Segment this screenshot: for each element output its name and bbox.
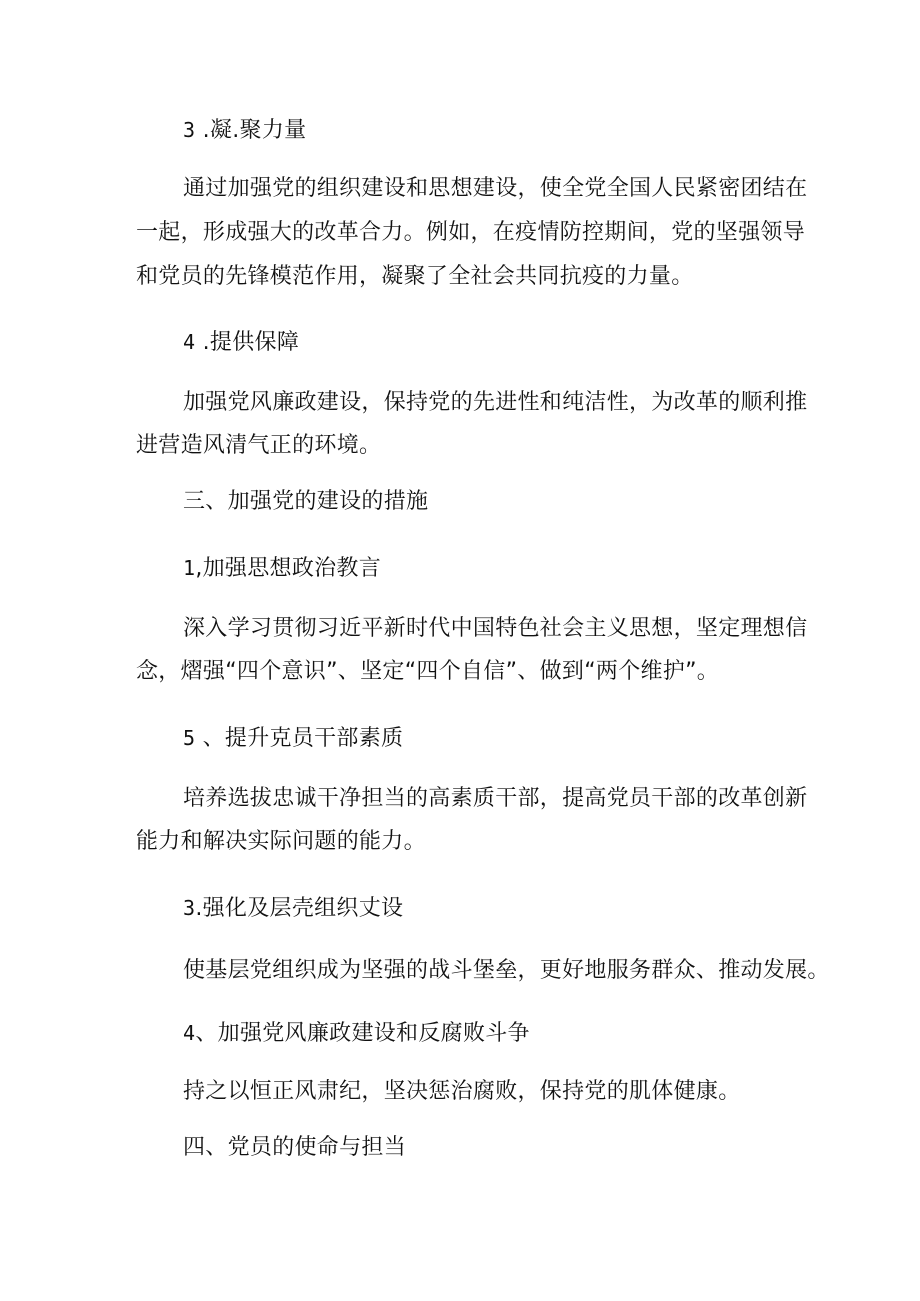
measure-4-number: 4 [183, 1021, 196, 1045]
measure-1-heading [183, 554, 381, 583]
section-4-number: 4 [183, 330, 196, 354]
measure-3-number: 3 [183, 896, 196, 920]
measure-4-heading [183, 1019, 530, 1048]
measure-4-title: 、加强党风廉政建设和反腐败斗争 [195, 1021, 530, 1046]
measure-1-paragraph-line-1: 深入学习贯彻习近平新时代中国特色社会主义思想，坚定理想信 [183, 616, 808, 641]
measure-1-title: ,加强思想政治教言 [195, 556, 382, 581]
measure-3-paragraph-line-1: 使基层党组织成为坚强的战斗堡垒，更好地服务群众、推动发展。 [183, 958, 830, 983]
section-3-paragraph-line-1: 通过加强党的组织建设和思想建设，使全党全国人民紧密团结在 [183, 176, 808, 201]
section-4-heading [183, 328, 299, 357]
measure-2-paragraph-line-2: 能力和解决实际问题的能力。 [136, 829, 426, 854]
section-3-paragraph-line-3: 和党员的先锋模范作用，凝聚了全社会共同抗疫的力量。 [136, 264, 694, 289]
section-3-title: .凝.聚力量 [195, 118, 307, 143]
measure-4-paragraph-line-1: 持之以恒正风肃纪，坚决惩治腐败，保持党的肌体健康。 [183, 1079, 741, 1104]
section-4-paragraph-line-2: 进营造风清气正的环境。 [136, 433, 382, 458]
part-3-heading: 三、加强党的建设的措施 [183, 489, 429, 514]
section-4-paragraph-line-1: 加强党风廉政建设，保持党的先进性和纯洁性，为改革的顺利推 [183, 390, 808, 415]
measure-1-paragraph-line-2: 念，熠强“四个意识”、坚定“四个自信”、做到“两个维护”。 [136, 659, 720, 684]
section-4-title: .提供保障 [195, 330, 300, 355]
measure-3-title: .强化及层壳组织丈设 [195, 896, 404, 921]
section-3-paragraph-line-2: 一起，形成强大的改革合力。例如，在疫情防控期间，党的坚强领导 [136, 220, 806, 245]
section-3-heading [183, 116, 306, 145]
measure-3-heading [183, 894, 403, 923]
measure-2-number: 5 [183, 726, 196, 750]
part-4-heading: 四、党员的使命与担当 [183, 1135, 407, 1160]
measure-2-title: 、提升克员干部素质 [195, 726, 404, 751]
measure-1-number: 1 [183, 556, 196, 580]
measure-2-heading [183, 724, 403, 753]
section-3-number: 3 [183, 118, 196, 142]
measure-2-paragraph-line-1: 培养选拔忠诚干净担当的高素质干部，提高党员干部的改革创新 [183, 786, 808, 811]
